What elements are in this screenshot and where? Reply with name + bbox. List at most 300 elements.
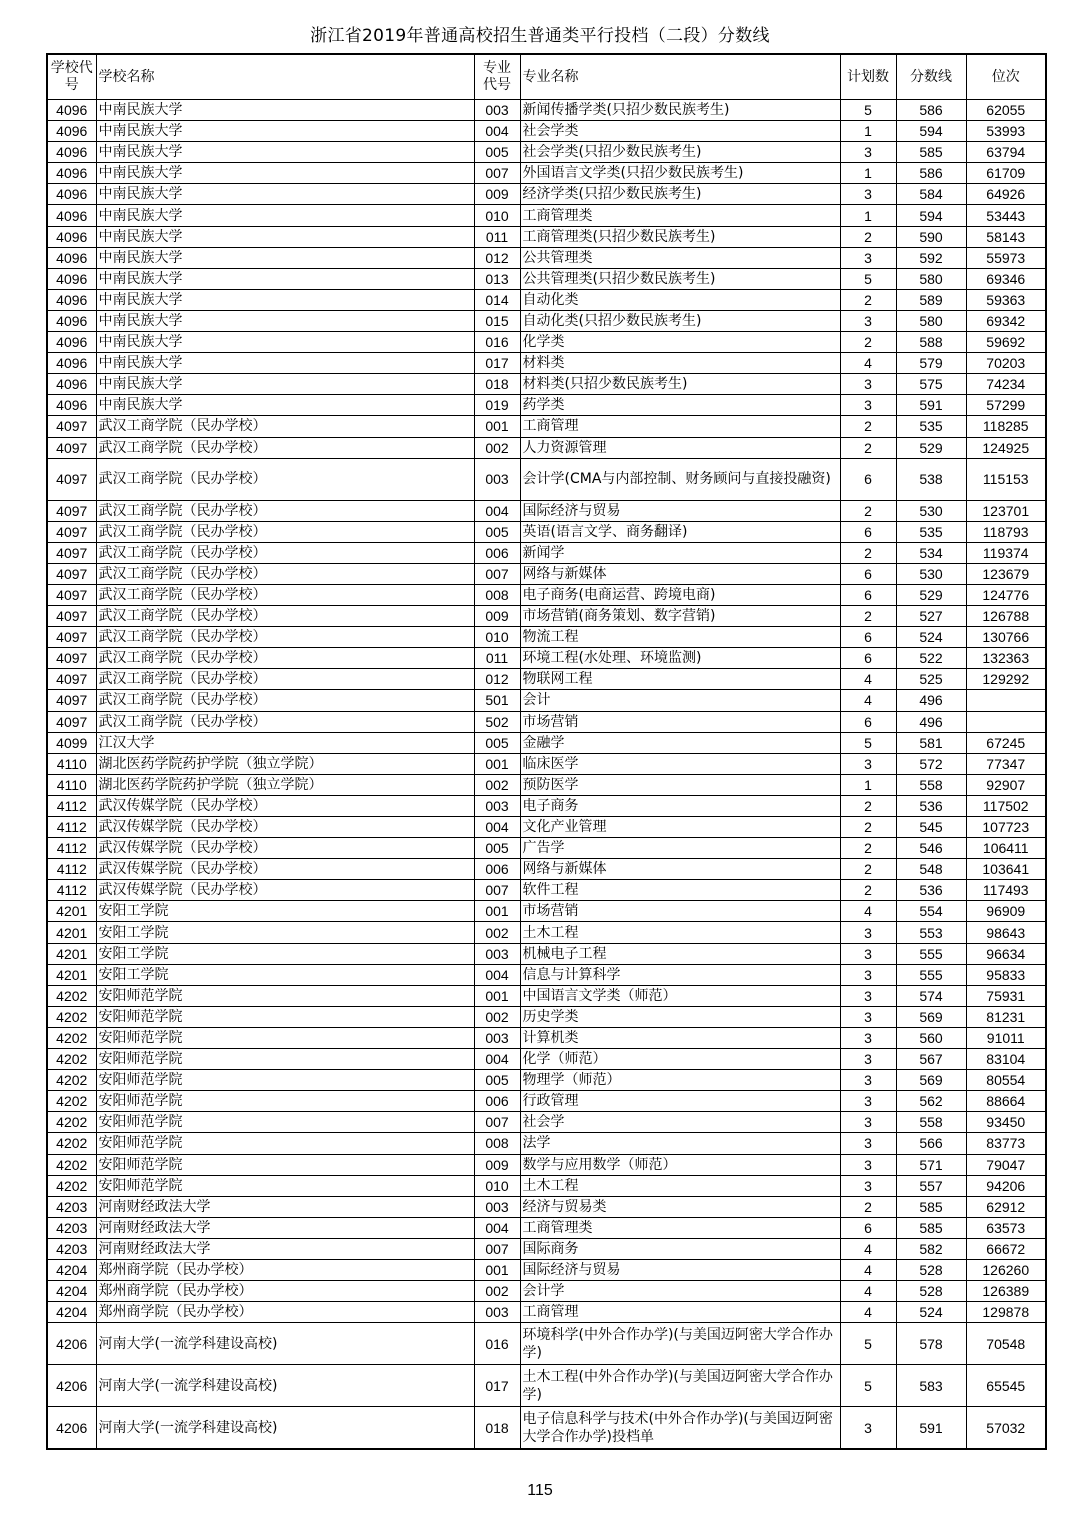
major-code-cell: 005 [474,838,520,859]
school-code-cell: 4112 [47,817,96,838]
plan-count-cell: 3 [840,247,896,268]
major-code-cell: 007 [474,163,520,184]
table-row [47,711,1046,732]
school-code-cell: 4097 [47,606,96,627]
major-name-cell: 环境工程(水处理、环境监测) [520,648,840,669]
rank-cell: 58143 [966,226,1046,247]
rank-cell: 59692 [966,332,1046,353]
major-name-cell: 信息与计算科学 [520,964,840,985]
school-code-cell: 4201 [47,901,96,922]
table-row [47,1259,1046,1280]
major-code-cell: 010 [474,627,520,648]
school-code-cell: 4096 [47,289,96,310]
major-code-cell: 004 [474,121,520,142]
rank-cell: 69342 [966,310,1046,331]
school-name-cell: 武汉传媒学院（民办学校） [96,817,474,838]
major-code-cell: 016 [474,1323,520,1365]
plan-count-cell: 3 [840,922,896,943]
major-name-cell: 预防医学 [520,774,840,795]
table-row [47,795,1046,816]
table-row [47,1006,1046,1027]
school-name-cell: 中南民族大学 [96,247,474,268]
score-line-cell: 496 [896,711,966,732]
plan-count-cell: 2 [840,332,896,353]
major-name-cell: 物理学（师范） [520,1070,840,1091]
rank-cell: 92907 [966,774,1046,795]
table-row [47,1365,1046,1407]
major-name-cell: 工商管理 [520,416,840,437]
major-code-cell: 007 [474,880,520,901]
major-code-cell: 001 [474,416,520,437]
table-row [47,669,1046,690]
table-row [47,374,1046,395]
major-name-cell: 网络与新媒体 [520,859,840,880]
school-name-cell: 安阳师范学院 [96,1027,474,1048]
school-name-cell: 中南民族大学 [96,142,474,163]
school-code-cell: 4202 [47,1175,96,1196]
major-name-cell: 社会学 [520,1112,840,1133]
school-code-cell: 4097 [47,542,96,563]
school-code-cell: 4201 [47,922,96,943]
plan-count-cell: 2 [840,838,896,859]
major-code-cell: 008 [474,584,520,605]
rank-cell: 118793 [966,521,1046,542]
school-name-cell: 河南财经政法大学 [96,1238,474,1259]
score-line-cell: 579 [896,353,966,374]
school-code-cell: 4096 [47,205,96,226]
major-code-cell: 502 [474,711,520,732]
rank-cell: 79047 [966,1154,1046,1175]
plan-count-cell: 3 [840,1091,896,1112]
table-row [47,268,1046,289]
major-name-cell: 土木工程(中外合作办学)(与美国迈阿密大学合作办学) [520,1365,840,1407]
school-name-cell: 武汉工商学院（民办学校） [96,606,474,627]
plan-count-cell: 6 [840,648,896,669]
score-line-cell: 572 [896,753,966,774]
major-code-cell: 017 [474,1365,520,1407]
school-code-cell: 4202 [47,1154,96,1175]
plan-count-cell: 3 [840,184,896,205]
school-name-cell: 中南民族大学 [96,353,474,374]
major-code-cell: 018 [474,1407,520,1449]
score-line-cell: 592 [896,247,966,268]
rank-cell [966,711,1046,732]
school-code-cell: 4112 [47,795,96,816]
score-line-cell: 571 [896,1154,966,1175]
table-row [47,690,1046,711]
table-row [47,226,1046,247]
school-code-cell: 4201 [47,943,96,964]
major-code-cell: 001 [474,985,520,1006]
rank-cell: 98643 [966,922,1046,943]
major-code-cell: 003 [474,1302,520,1323]
plan-count-cell: 3 [840,1133,896,1154]
major-code-cell: 006 [474,542,520,563]
table-row [47,1133,1046,1154]
school-code-cell: 4202 [47,1133,96,1154]
rank-cell: 62055 [966,100,1046,121]
major-name-cell: 软件工程 [520,880,840,901]
score-line-cell: 585 [896,142,966,163]
school-code-cell: 4203 [47,1196,96,1217]
major-code-cell: 003 [474,1027,520,1048]
major-code-cell: 003 [474,100,520,121]
plan-count-cell: 3 [840,1070,896,1091]
school-name-cell: 郑州商学院（民办学校） [96,1302,474,1323]
table-row [47,353,1046,374]
plan-count-cell: 2 [840,606,896,627]
table-row [47,563,1046,584]
rank-cell: 83104 [966,1049,1046,1070]
plan-count-cell: 3 [840,964,896,985]
table-row [47,542,1046,563]
major-name-cell: 自动化类(只招少数民族考生) [520,310,840,331]
school-name-cell: 武汉工商学院（民办学校） [96,711,474,732]
major-code-cell: 001 [474,1259,520,1280]
table-row [47,1112,1046,1133]
school-name-cell: 武汉工商学院（民办学校） [96,563,474,584]
score-line-cell: 554 [896,901,966,922]
school-name-cell: 湖北医药学院药护学院（独立学院） [96,753,474,774]
school-code-cell: 4202 [47,1070,96,1091]
plan-count-cell: 6 [840,627,896,648]
score-line-cell: 586 [896,100,966,121]
school-code-cell: 4206 [47,1323,96,1365]
score-line-cell: 578 [896,1323,966,1365]
score-line-cell: 496 [896,690,966,711]
school-code-cell: 4110 [47,753,96,774]
score-line-cell: 536 [896,795,966,816]
rank-cell: 96909 [966,901,1046,922]
major-name-cell: 国际经济与贸易 [520,1259,840,1280]
rank-cell: 70203 [966,353,1046,374]
school-name-cell: 安阳师范学院 [96,1049,474,1070]
score-line-cell: 586 [896,163,966,184]
header-major-name: 专业名称 [520,54,840,100]
plan-count-cell: 2 [840,437,896,458]
plan-count-cell: 1 [840,121,896,142]
score-line-cell: 582 [896,1238,966,1259]
rank-cell: 88664 [966,1091,1046,1112]
school-name-cell: 武汉传媒学院（民办学校） [96,795,474,816]
rank-cell: 130766 [966,627,1046,648]
school-code-cell: 4202 [47,1006,96,1027]
score-line-cell: 553 [896,922,966,943]
table-row [47,627,1046,648]
plan-count-cell: 5 [840,268,896,289]
major-name-cell: 数学与应用数学（师范） [520,1154,840,1175]
major-code-cell: 005 [474,142,520,163]
major-code-cell: 001 [474,753,520,774]
rank-cell: 59363 [966,289,1046,310]
table-row [47,395,1046,416]
school-code-cell: 4201 [47,964,96,985]
plan-count-cell: 3 [840,310,896,331]
table-row [47,1407,1046,1449]
rank-cell: 55973 [966,247,1046,268]
table-row [47,100,1046,121]
plan-count-cell: 2 [840,880,896,901]
score-line-cell: 522 [896,648,966,669]
table-row [47,142,1046,163]
table-row [47,1027,1046,1048]
major-code-cell: 011 [474,226,520,247]
rank-cell: 57032 [966,1407,1046,1449]
rank-cell: 106411 [966,838,1046,859]
major-name-cell: 材料类 [520,353,840,374]
rank-cell: 67245 [966,732,1046,753]
table-row [47,817,1046,838]
school-code-cell: 4096 [47,374,96,395]
table-row [47,985,1046,1006]
header-school-name: 学校名称 [96,54,474,100]
major-code-cell: 011 [474,648,520,669]
table-row [47,205,1046,226]
score-line-cell: 546 [896,838,966,859]
major-code-cell: 006 [474,859,520,880]
plan-count-cell: 6 [840,458,896,500]
table-row [47,584,1046,605]
score-line-cell: 594 [896,205,966,226]
major-code-cell: 009 [474,606,520,627]
major-name-cell: 文化产业管理 [520,817,840,838]
school-name-cell: 武汉传媒学院（民办学校） [96,880,474,901]
plan-count-cell: 4 [840,690,896,711]
major-code-cell: 501 [474,690,520,711]
score-line-cell: 589 [896,289,966,310]
major-name-cell: 机械电子工程 [520,943,840,964]
score-line-cell: 555 [896,964,966,985]
school-name-cell: 安阳工学院 [96,964,474,985]
school-code-cell: 4097 [47,458,96,500]
plan-count-cell: 2 [840,500,896,521]
table-row [47,1217,1046,1238]
score-line-cell: 558 [896,1112,966,1133]
school-code-cell: 4096 [47,247,96,268]
school-code-cell: 4099 [47,732,96,753]
rank-cell: 63794 [966,142,1046,163]
rank-cell: 91011 [966,1027,1046,1048]
school-name-cell: 中南民族大学 [96,268,474,289]
major-code-cell: 005 [474,732,520,753]
major-code-cell: 010 [474,1175,520,1196]
major-name-cell: 中国语言文学类（师范） [520,985,840,1006]
table-row [47,753,1046,774]
rank-cell: 62912 [966,1196,1046,1217]
school-name-cell: 河南财经政法大学 [96,1196,474,1217]
plan-count-cell: 3 [840,1049,896,1070]
major-code-cell: 012 [474,669,520,690]
major-name-cell: 社会学类 [520,121,840,142]
rank-cell: 61709 [966,163,1046,184]
rank-cell: 66672 [966,1238,1046,1259]
score-line-cell: 569 [896,1006,966,1027]
score-line-cell: 529 [896,437,966,458]
school-code-cell: 4097 [47,416,96,437]
major-name-cell: 国际经济与贸易 [520,500,840,521]
score-line-cell: 536 [896,880,966,901]
school-name-cell: 武汉传媒学院（民办学校） [96,838,474,859]
plan-count-cell: 6 [840,711,896,732]
plan-count-cell: 1 [840,163,896,184]
school-name-cell: 中南民族大学 [96,374,474,395]
table-row [47,1323,1046,1365]
school-name-cell: 安阳师范学院 [96,1112,474,1133]
header-plan-count: 计划数 [840,54,896,100]
score-line-cell: 534 [896,542,966,563]
school-name-cell: 安阳师范学院 [96,1070,474,1091]
score-line-cell: 591 [896,395,966,416]
major-name-cell: 药学类 [520,395,840,416]
major-name-cell: 计算机类 [520,1027,840,1048]
school-name-cell: 河南大学(一流学科建设高校) [96,1365,474,1407]
major-code-cell: 002 [474,1281,520,1302]
table-row [47,1154,1046,1175]
plan-count-cell: 2 [840,795,896,816]
rank-cell: 65545 [966,1365,1046,1407]
school-code-cell: 4202 [47,985,96,1006]
plan-count-cell: 3 [840,142,896,163]
table-row [47,648,1046,669]
score-line-cell: 584 [896,184,966,205]
table-row [47,943,1046,964]
major-name-cell: 化学类 [520,332,840,353]
major-name-cell: 金融学 [520,732,840,753]
school-name-cell: 武汉工商学院（民办学校） [96,627,474,648]
rank-cell: 77347 [966,753,1046,774]
score-line-cell: 566 [896,1133,966,1154]
plan-count-cell: 2 [840,416,896,437]
plan-count-cell: 4 [840,669,896,690]
rank-cell: 75931 [966,985,1046,1006]
major-code-cell: 017 [474,353,520,374]
school-code-cell: 4097 [47,500,96,521]
school-name-cell: 武汉工商学院（民办学校） [96,437,474,458]
plan-count-cell: 3 [840,1027,896,1048]
table-row [47,901,1046,922]
major-code-cell: 008 [474,1133,520,1154]
plan-count-cell: 3 [840,374,896,395]
major-name-cell: 工商管理类 [520,1217,840,1238]
header-school-code: 学校代号 [47,54,96,100]
school-code-cell: 4097 [47,648,96,669]
school-name-cell: 中南民族大学 [96,184,474,205]
major-code-cell: 009 [474,1154,520,1175]
admission-score-table [46,53,1047,1450]
school-code-cell: 4203 [47,1217,96,1238]
major-code-cell: 007 [474,563,520,584]
table-row [47,1238,1046,1259]
major-code-cell: 004 [474,500,520,521]
score-line-cell: 529 [896,584,966,605]
major-name-cell: 材料类(只招少数民族考生) [520,374,840,395]
major-code-cell: 001 [474,901,520,922]
major-name-cell: 新闻学 [520,542,840,563]
rank-cell: 53443 [966,205,1046,226]
score-line-cell: 569 [896,1070,966,1091]
major-name-cell: 物流工程 [520,627,840,648]
major-code-cell: 004 [474,817,520,838]
school-name-cell: 中南民族大学 [96,332,474,353]
plan-count-cell: 3 [840,1006,896,1027]
page-title: 浙江省2019年普通高校招生普通类平行投档（二段）分数线 [310,26,770,46]
score-line-cell: 528 [896,1281,966,1302]
header-major-code: 专业代号 [474,54,520,100]
score-line-cell: 545 [896,817,966,838]
school-name-cell: 安阳师范学院 [96,1006,474,1027]
score-line-cell: 560 [896,1027,966,1048]
school-name-cell: 武汉工商学院（民办学校） [96,416,474,437]
school-name-cell: 中南民族大学 [96,100,474,121]
score-line-cell: 524 [896,627,966,648]
plan-count-cell: 6 [840,1217,896,1238]
rank-cell: 129292 [966,669,1046,690]
plan-count-cell: 4 [840,353,896,374]
score-line-cell: 580 [896,310,966,331]
major-name-cell: 新闻传播学类(只招少数民族考生) [520,100,840,121]
plan-count-cell: 5 [840,100,896,121]
plan-count-cell: 5 [840,1365,896,1407]
score-line-cell: 548 [896,859,966,880]
school-name-cell: 武汉工商学院（民办学校） [96,584,474,605]
plan-count-cell: 2 [840,226,896,247]
rank-cell: 69346 [966,268,1046,289]
rank-cell: 95833 [966,964,1046,985]
school-code-cell: 4096 [47,184,96,205]
rank-cell: 118285 [966,416,1046,437]
major-name-cell: 工商管理类 [520,205,840,226]
table-row [47,163,1046,184]
school-code-cell: 4097 [47,584,96,605]
plan-count-cell: 4 [840,1281,896,1302]
score-line-cell: 567 [896,1049,966,1070]
score-line-cell: 591 [896,1407,966,1449]
school-code-cell: 4112 [47,859,96,880]
score-line-cell: 585 [896,1196,966,1217]
major-name-cell: 电子商务(电商运营、跨境电商) [520,584,840,605]
school-name-cell: 安阳师范学院 [96,1091,474,1112]
major-name-cell: 市场营销(商务策划、数字营销) [520,606,840,627]
plan-count-cell: 1 [840,205,896,226]
major-name-cell: 工商管理类(只招少数民族考生) [520,226,840,247]
school-code-cell: 4097 [47,690,96,711]
table-header-row [47,54,1046,100]
school-name-cell: 中南民族大学 [96,310,474,331]
plan-count-cell: 4 [840,1302,896,1323]
school-name-cell: 安阳师范学院 [96,1154,474,1175]
rank-cell: 115153 [966,458,1046,500]
school-code-cell: 4204 [47,1281,96,1302]
school-name-cell: 中南民族大学 [96,395,474,416]
major-name-cell: 国际商务 [520,1238,840,1259]
table-row [47,838,1046,859]
table-row [47,437,1046,458]
rank-cell: 94206 [966,1175,1046,1196]
score-line-cell: 583 [896,1365,966,1407]
school-name-cell: 武汉工商学院（民办学校） [96,648,474,669]
table-row [47,184,1046,205]
school-code-cell: 4096 [47,163,96,184]
major-code-cell: 019 [474,395,520,416]
school-code-cell: 4204 [47,1259,96,1280]
rank-cell: 123679 [966,563,1046,584]
score-line-cell: 588 [896,332,966,353]
major-name-cell: 社会学类(只招少数民族考生) [520,142,840,163]
rank-cell: 64926 [966,184,1046,205]
major-code-cell: 010 [474,205,520,226]
table-row [47,247,1046,268]
table-row [47,859,1046,880]
